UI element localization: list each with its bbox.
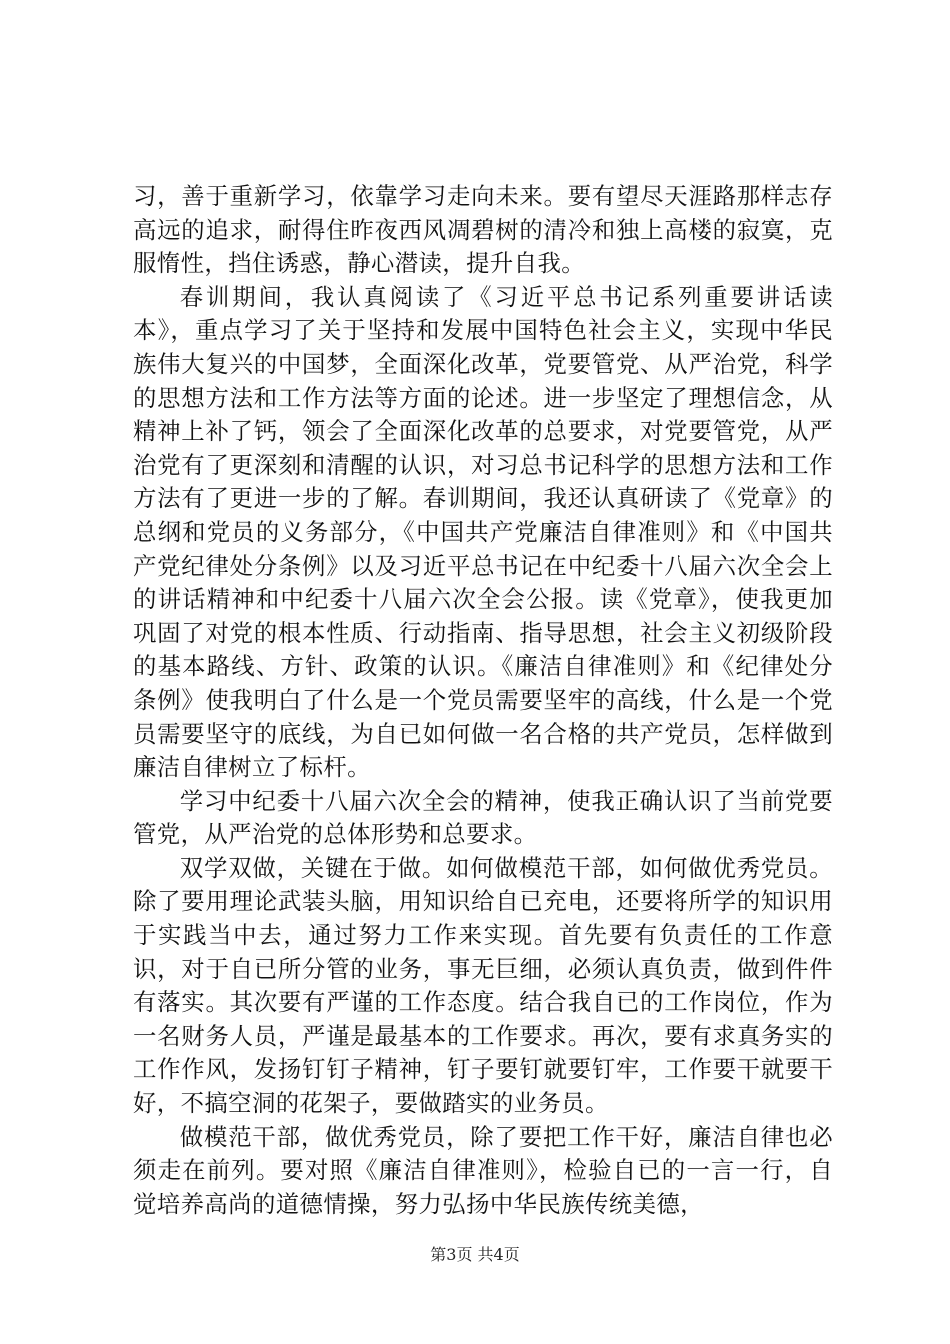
paragraph-3: 学习中纪委十八届六次全会的精神，使我正确认识了当前党要管党，从严治党的总体形势和总要求。 (133, 786, 833, 849)
paragraph-2: 春训期间，我认真阅读了《习近平总书记系列重要讲话读本》，重点学习了关于坚持和发展中国特色社会主义，实现中华民族伟大复兴的中国梦，全面深化改革，党要管党、从严治党，科学的思想方法和工作方法等方面的论述。进一步坚定了理想信念，从精神上补了钙，领会了全面深化改革的总要求，对党要管党，从严治党有了更深刻和清醒的认识，对习总书记科学的思想方法和工作方法有了更进一步的了解。春训期间，我还认真研读了《党章》的总纲和党员的义务部分，《中国共产党廉洁自律准则》和《中国共产党纪律处分条例》以及习近平总书记在中纪委十八届六次全会上的讲话精神和中纪委十八届六次全会公报。读《党章》，使我更加巩固了对党的根本性质、行动指南、指导思想，社会主义初级阶段的基本路线、方针、政策的认识。《廉洁自律准则》和《纪律处分条例》使我明白了什么是一个党员需要坚牢的高线，什么是一个党员需要坚守的底线，为自已如何做一名合格的共产党员，怎样做到廉洁自律树立了标杆。 (133, 282, 833, 782)
paragraph-4: 双学双做，关键在于做。如何做模范干部，如何做优秀党员。除了要用理论武装头脑，用知识给自已充电，还要将所学的知识用于实践当中去，通过努力工作来实现。首先要有负责任的工作意识，对于自已所分管的业务，事无巨细，必须认真负责，做到件件有落实。其次要有严谨的工作态度。结合我自已的工作岗位，作为一名财务人员，严谨是最基本的工作要求。再次，要有求真务实的工作作风，发扬钉钉子精神，钉子要钉就要钉牢，工作要干就要干好，不搞空洞的花架子，要做踏实的业务员。 (133, 853, 833, 1118)
page-number-label: 第3页 共4页 (430, 1245, 520, 1264)
paragraph-5: 做模范干部，做优秀党员，除了要把工作干好，廉洁自律也必须走在前列。要对照《廉洁自律准则》，检验自已的一言一行，自觉培养高尚的道德情操，努力弘扬中华民族传统美德， (133, 1122, 833, 1218)
document-body (133, 180, 833, 1221)
page-footer (0, 1245, 950, 1265)
paragraph-1: 习，善于重新学习，依靠学习走向未来。要有望尽天涯路那样志存高远的追求，耐得住昨夜西风凋碧树的清冷和独上高楼的寂寞，克服惰性，挡住诱惑，静心潜读，提升自我。 (133, 182, 833, 278)
